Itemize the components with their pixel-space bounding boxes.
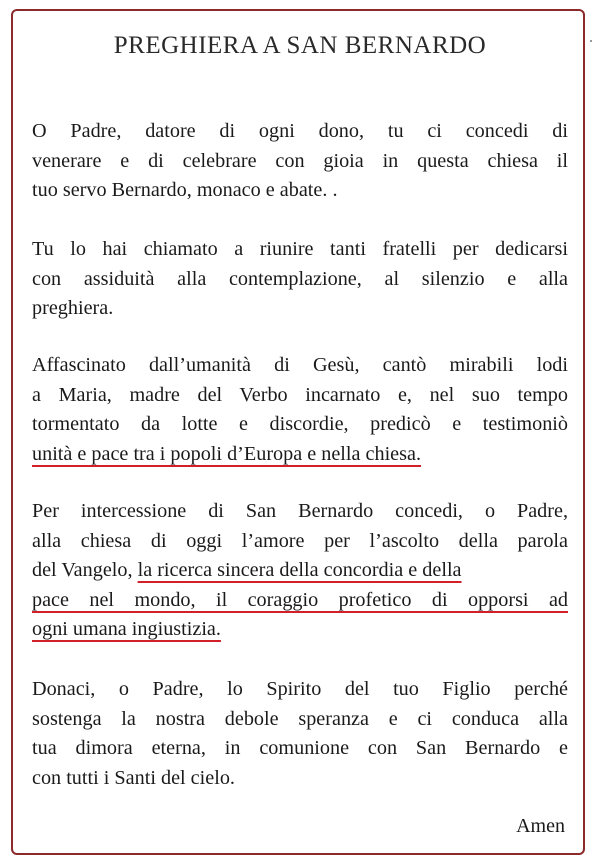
paragraph-4-line-1: Per intercessione di San Bernardo concedi, o Padre,: [32, 500, 568, 522]
underlined-phrase-2c: ogni umana ingiustizia.: [32, 618, 221, 640]
paragraph-4-line-2: alla chiesa di oggi l’amore per l’ascolto della parola: [32, 529, 568, 552]
paragraph-4-line-3: [32, 556, 568, 586]
paragraph-2-line-1: Tu lo hai chiamato a riunire tanti fratelli per dedicarsi: [32, 238, 568, 260]
paragraph-3: [32, 351, 568, 469]
paragraph-2: [32, 235, 568, 324]
paragraph-5-line-4: con tutti i Santi del cielo.: [32, 766, 235, 789]
closing-amen: Amen: [516, 815, 565, 837]
paragraph-3-line-4-underlined: [32, 440, 568, 470]
paragraph-1-line-2: venerare e di celebrare con gioia in questa chiesa il: [32, 149, 568, 172]
page-title: PREGHIERA A SAN BERNARDO: [113, 32, 487, 59]
paragraph-4-line-5: [32, 615, 568, 645]
paragraph-4: [32, 497, 568, 645]
paragraph-3-line-1: Affascinato dall’umanità di Gesù, cantò mirabili lodi: [32, 354, 568, 376]
paragraph-1-line-3: tuo servo Bernardo, monaco e abate. .: [32, 179, 338, 201]
paragraph-2-line-3: preghiera.: [32, 297, 114, 319]
paragraph-5: [32, 675, 568, 793]
paragraph-3-line-2: a Maria, madre del Verbo incarnato e, nel suo tempo: [32, 383, 568, 406]
paragraph-4-line-3-prefix: del Vangelo,: [32, 559, 138, 581]
paragraph-5-line-2: sostenga la nostra debole speranza e ci conduca alla: [32, 707, 568, 730]
paragraph-2-line-2: con assiduità alla contemplazione, al silenzio e alla: [32, 267, 568, 290]
paragraph-1: [32, 117, 568, 206]
underlined-phrase-2b: pace nel mondo, il coraggio profetico di opporsi ad: [32, 588, 568, 611]
paragraph-5-line-3: tua dimora eterna, in comunione con San Bernardo e: [32, 737, 568, 759]
underlined-phrase-1: unità e pace tra i popoli d’Europa e nella chiesa.: [32, 442, 422, 465]
paragraph-1-line-1: O Padre, datore di ogni dono, tu ci concedi di: [32, 120, 568, 142]
paragraph-5-line-1: Donaci, o Padre, lo Spirito del tuo Figlio perché: [32, 678, 568, 700]
paragraph-4-line-4: [32, 586, 568, 616]
underlined-phrase-2a: la ricerca sincera della concordia e della: [137, 559, 462, 581]
paragraph-3-line-3: tormentato da lotte e discordie, predicò e testimoniò: [32, 413, 568, 435]
